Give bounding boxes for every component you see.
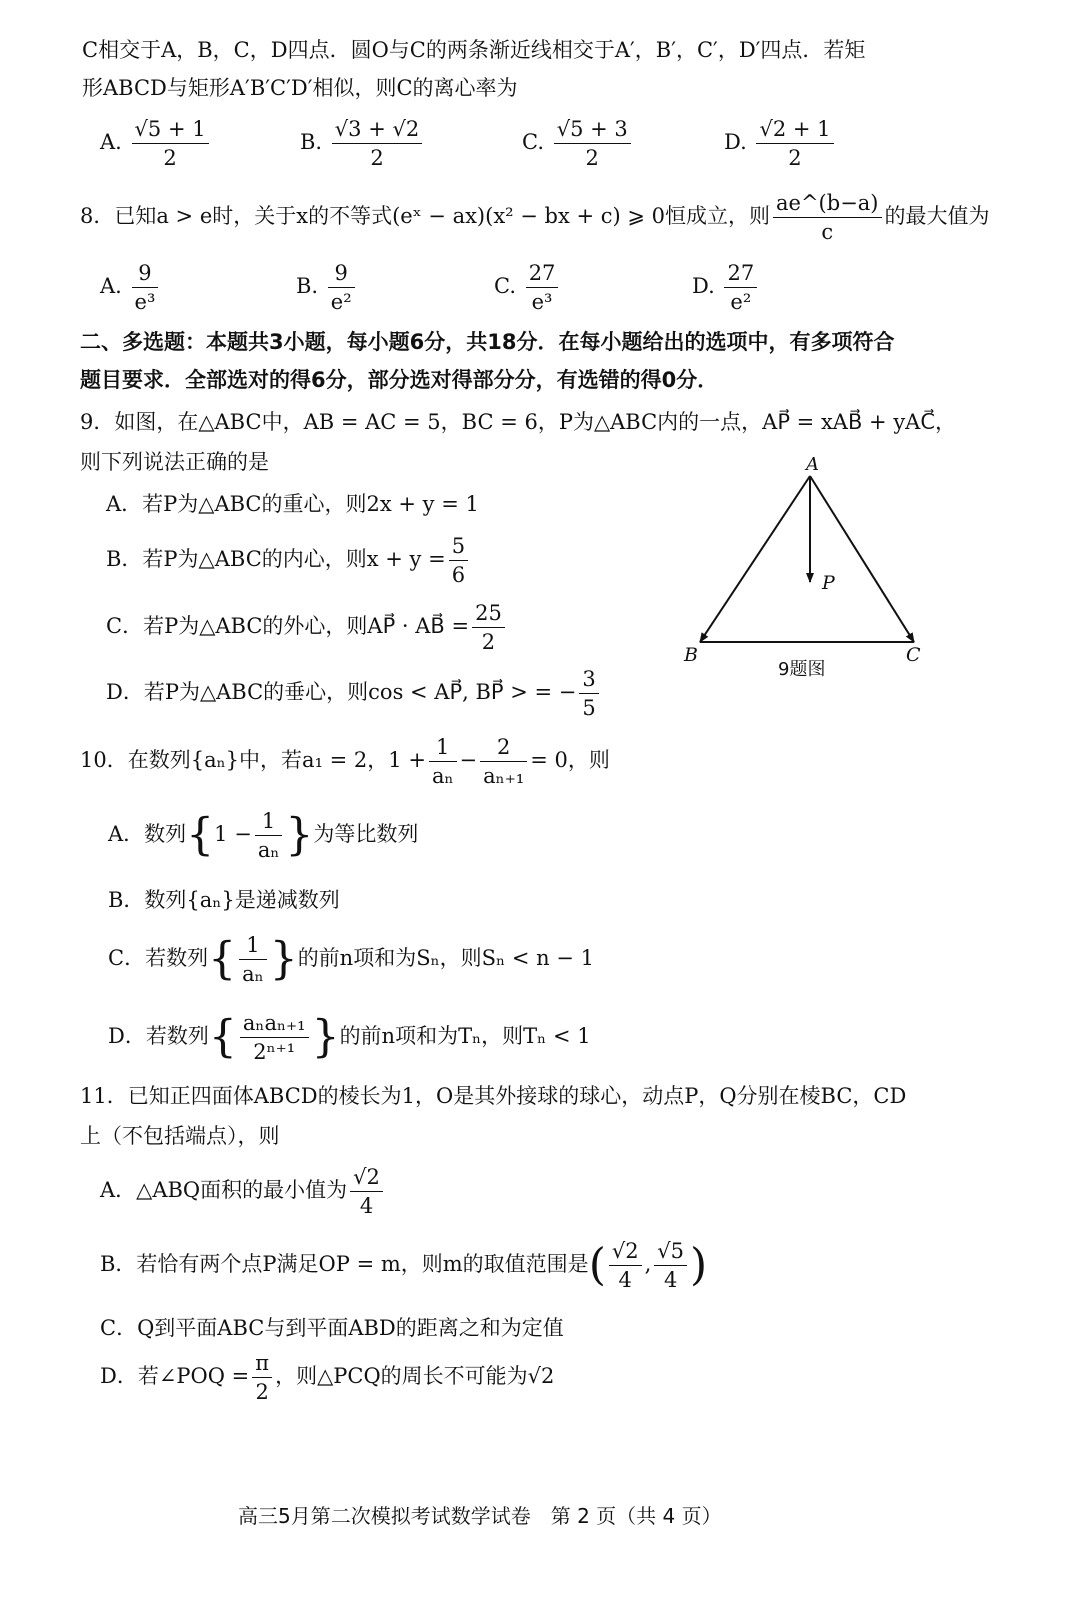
fraction (239, 934, 267, 985)
denominator: 2 (585, 146, 599, 171)
vertex-label-b: B (684, 644, 698, 666)
fraction (240, 1012, 309, 1063)
option-label: D. (724, 130, 747, 155)
q10-option-d (108, 1012, 591, 1063)
right-brace: } (269, 933, 298, 985)
q9-option-c-text: C．若P为△ABC的外心，则AP⃗ · AB⃗ = (106, 614, 470, 639)
q7-line-1: C相交于A，B，C，D四点．圆O与C的两条渐近线相交于A′，B′，C′，D′四点．若矩 (82, 38, 866, 62)
numerator: 5 (449, 535, 468, 561)
denominator: 6 (451, 563, 466, 588)
right-brace: } (311, 1011, 340, 1063)
denominator: 5 (582, 696, 596, 721)
right-brace: } (285, 809, 314, 861)
q11-option-b-text: B．若恰有两个点P满足OP = m，则m的取值范围是 (100, 1252, 589, 1277)
denominator: 2 (255, 1380, 269, 1405)
point-label-p: P (822, 572, 835, 594)
numerator: 2 (480, 736, 527, 762)
q11-line-1: 11．已知正四面体ABCD的棱长为1，O是其外接球的球心，动点P，Q分别在棱BC，CD (80, 1084, 907, 1108)
q10-option-a-text: A．数列 (108, 822, 187, 847)
minus-sign: − (459, 748, 478, 773)
denominator: c (821, 220, 834, 245)
left-brace: { (186, 809, 215, 861)
fraction (609, 1240, 642, 1291)
denominator: 2 (370, 146, 384, 171)
vertex-label-a: A (806, 454, 819, 475)
option-label: D. (692, 274, 715, 299)
fraction (480, 736, 527, 787)
numerator: ae^(b−a) (773, 192, 882, 218)
option-label: A. (100, 274, 122, 299)
q11-line-2: 上（不包括端点），则 (80, 1124, 280, 1148)
numerator: aₙaₙ₊₁ (240, 1012, 309, 1038)
q10-stem (80, 736, 610, 787)
q11-option-a-text: A．△ABQ面积的最小值为 (100, 1178, 348, 1203)
numerator: √2 (609, 1240, 642, 1266)
numerator: 27 (724, 262, 757, 288)
option-label: B. (296, 274, 319, 299)
q10-option-c-post: 的前n项和为Sₙ，则Sₙ < n − 1 (297, 946, 594, 971)
page-footer: 高三5月第二次模拟考试数学试卷 第 2 页（共 4 页） (238, 1504, 722, 1528)
q10-option-d-post: 的前n项和为Tₙ，则Tₙ < 1 (339, 1024, 591, 1049)
q11-option-b (100, 1240, 707, 1291)
section-2-header-line-1: 二、多选题：本题共3小题，每小题6分，共18分．在每小题给出的选项中，有多项符合 (80, 330, 895, 354)
q10-stem-post: = 0，则 (530, 748, 610, 773)
fraction (252, 1352, 272, 1403)
left-brace: { (208, 933, 237, 985)
q10-option-c (108, 934, 594, 985)
denominator: 2 (481, 630, 496, 655)
q10-option-a-post: 为等比数列 (313, 822, 419, 847)
q11-option-d-post: ，则△PCQ的周长不可能为√2 (275, 1364, 555, 1389)
left-paren: ( (588, 1239, 606, 1291)
left-brace: { (208, 1011, 237, 1063)
fraction (429, 736, 457, 787)
denominator: 4 (359, 1194, 374, 1219)
right-paren: ) (690, 1239, 708, 1291)
q7-line-2: 形ABCD与矩形A′B′C′D′相似，则C的离心率为 (82, 76, 518, 100)
denominator: aₙ₊₁ (483, 764, 525, 789)
q11-option-c: C．Q到平面ABC与到平面ABD的距离之和为定值 (100, 1316, 564, 1340)
numerator: 1 (255, 810, 283, 836)
fraction (654, 1240, 687, 1291)
denominator: aₙ (242, 962, 264, 987)
fraction (350, 1166, 383, 1217)
q9-option-a: A．若P为△ABC的重心，则2x + y = 1 (106, 492, 479, 516)
numerator: √3 + √2 (332, 118, 422, 144)
q10-option-c-text: C．若数列 (108, 946, 209, 971)
denominator: e³ (531, 290, 553, 315)
q9-option-d-text: D．若P为△ABC的垂心，则cos < AP⃗, BP⃗ > = − (106, 680, 577, 705)
numerator: √2 + 1 (756, 118, 833, 144)
denominator: 4 (663, 1268, 678, 1293)
numerator: 9 (328, 262, 355, 288)
section-2-header-line-2: 题目要求．全部选对的得6分，部分选对得部分分，有选错的得0分． (80, 368, 719, 392)
q9-option-b-text: B．若P为△ABC的内心，则x + y = (106, 547, 446, 572)
q10-option-d-text: D．若数列 (108, 1024, 209, 1049)
numerator: 25 (472, 602, 505, 628)
denominator: 2 (163, 146, 177, 171)
numerator: π (252, 1352, 272, 1378)
denominator: 2ⁿ⁺¹ (253, 1040, 296, 1065)
comma: , (644, 1252, 652, 1277)
denominator: e³ (134, 290, 156, 315)
q10-option-b: B．数列{aₙ}是递减数列 (108, 888, 340, 912)
vertex-label-c: C (906, 644, 921, 666)
numerator: 1 (429, 736, 457, 762)
q11-option-d-text: D．若∠POQ = (100, 1364, 250, 1389)
denominator: e² (730, 290, 752, 315)
numerator: 27 (526, 262, 559, 288)
numerator: √2 (350, 1166, 383, 1192)
q10-stem-pre: 10．在数列{aₙ}中，若a₁ = 2，1 + (80, 748, 426, 773)
option-label: C. (522, 130, 544, 155)
option-label: B. (300, 130, 323, 155)
numerator: 3 (579, 668, 598, 694)
figure-caption: 9题图 (778, 659, 826, 680)
numerator: 1 (239, 934, 267, 960)
denominator: aₙ (431, 764, 454, 789)
edge-ab (700, 476, 810, 642)
q9-line-1: 9．如图，在△ABC中，AB = AC = 5，BC = 6，P为△ABC内的一点，AP⃗ = xAB⃗ + yAC⃗， (80, 410, 957, 434)
denominator: 2 (788, 146, 802, 171)
numerator: √5 + 1 (132, 118, 209, 144)
q10-option-a-inner: 1 − (214, 822, 252, 847)
numerator: 9 (132, 262, 159, 288)
q8-stem-pre: 8．已知a > e时，关于x的不等式(eˣ − ax)(x² − bx + c) ⩾ 0恒成立，则 (80, 204, 771, 229)
numerator: √5 + 3 (554, 118, 631, 144)
numerator: √5 (654, 1240, 687, 1266)
denominator: 4 (618, 1268, 632, 1293)
denominator: aₙ (257, 838, 280, 863)
edge-ac (810, 476, 914, 642)
fraction (255, 810, 283, 861)
option-label: A. (100, 130, 122, 155)
q8-stem-post: 的最大值为 (884, 204, 990, 229)
denominator: e² (330, 290, 352, 315)
q9-line-2: 则下列说法正确的是 (80, 450, 269, 474)
option-label: C. (494, 274, 516, 299)
q11-option-a (100, 1166, 386, 1217)
q10-option-a (108, 810, 418, 861)
q11-option-d (100, 1352, 554, 1403)
